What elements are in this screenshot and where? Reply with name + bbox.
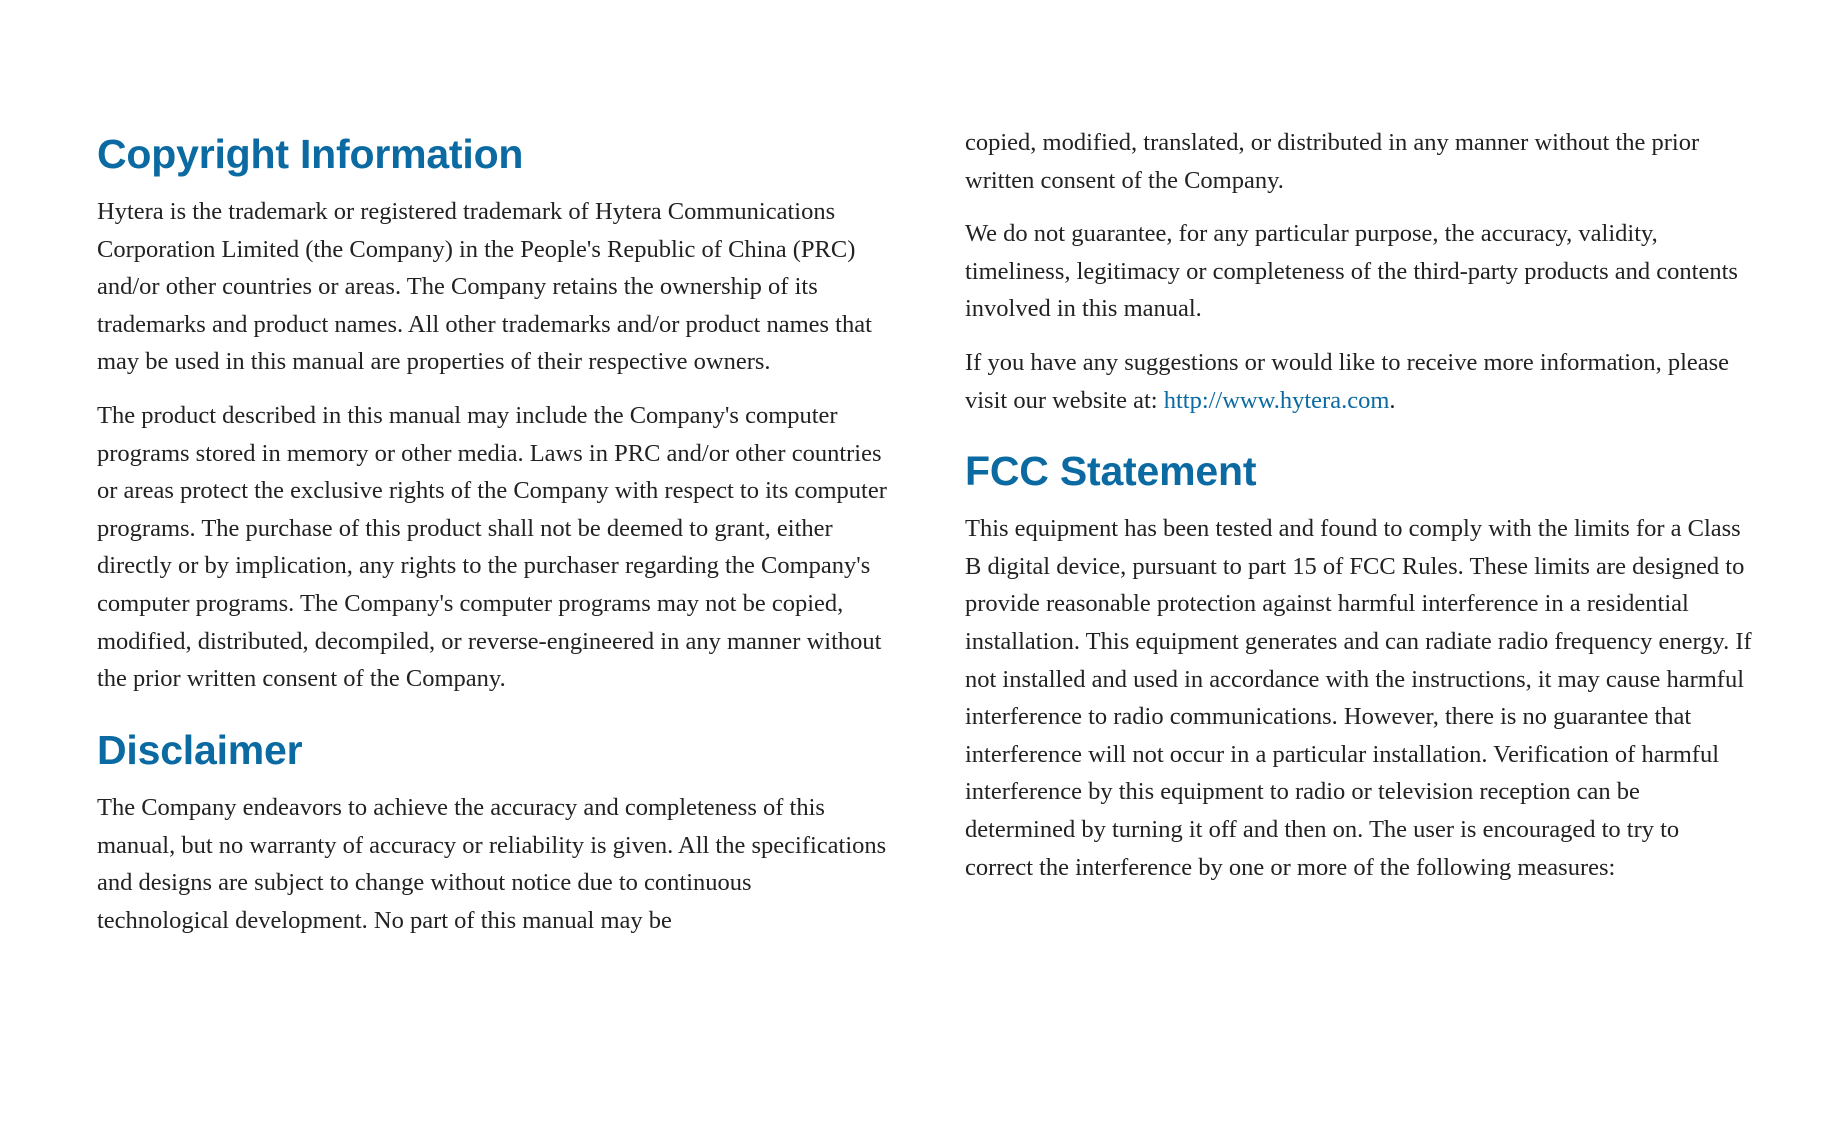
right-column (965, 129, 1753, 1122)
copyright-heading: Copyright Information (97, 131, 524, 177)
copyright-paragraph-2: The product described in this manual may include the Company's computer programs stored in memory or other media. Laws in PRC and/or other countries or areas protect the exclusive rights of the Company with respect to its computer programs. The purchase of this product shall not be deemed to grant, either directly or by implication, any rights to the purchaser regarding the Company's computer programs. The Company's computer programs may not be copied, modified, distributed, decompiled, or reverse-engineered in any manner without the prior written consent of the Company. (97, 402, 887, 693)
fcc-heading: FCC Statement (965, 448, 1257, 495)
disclaimer-paragraph-3-text: If you have any suggestions or would like to receive more information, please visit our website at: (965, 348, 1730, 414)
copyright-paragraph-1: Hytera is the trademark or registered trademark of Hytera Communications Corporation Limited (the Company) in the People's Republic of China (PRC) and/or other countries or areas. The Company retains the ownership of its trademarks and product names. All other trademarks and/or product names that may be used in this manual are properties of their respective owners. (97, 198, 872, 376)
disclaimer-paragraph-3 (965, 344, 1753, 419)
disclaimer-paragraph-1-continued: copied, modified, translated, or distributed in any manner without the prior written consent of the Company. (965, 129, 1700, 194)
fcc-paragraph: This equipment has been tested and found to comply with the limits for a Class B digital device, pursuant to part 15 of FCC Rules. These limits are designed to provide reasonable protection against harmful interference in a residential installation. This equipment generates and can radiate radio frequency energy. If not installed and used in accordance with the instructions, it may cause harmful interference to radio communications. However, there is no guarantee that interference will not occur in a particular installation. Verification of harmful interference by this equipment to radio or television reception can be determined by turning it off and then on. The user is encouraged to try to correct the interference by one or more of the following measures: (965, 515, 1752, 881)
disclaimer-heading: Disclaimer (97, 726, 303, 773)
disclaimer-paragraph-1-start: The Company endeavors to achieve the accuracy and completeness of this manual, but no warranty of accuracy or reliability is given. All the specifications and designs are subject to change without notice due to continuous technological development. No part of this manual may be (97, 793, 887, 934)
disclaimer-paragraph-3-end: . (1389, 386, 1396, 414)
left-column (97, 132, 887, 1122)
disclaimer-paragraph-2: We do not guarantee, for any particular purpose, the accuracy, validity, timeliness, legitimacy or completeness of the third-party products and contents involved in this manual. (965, 220, 1738, 323)
website-link[interactable]: http://www.hytera.com (1163, 386, 1390, 414)
